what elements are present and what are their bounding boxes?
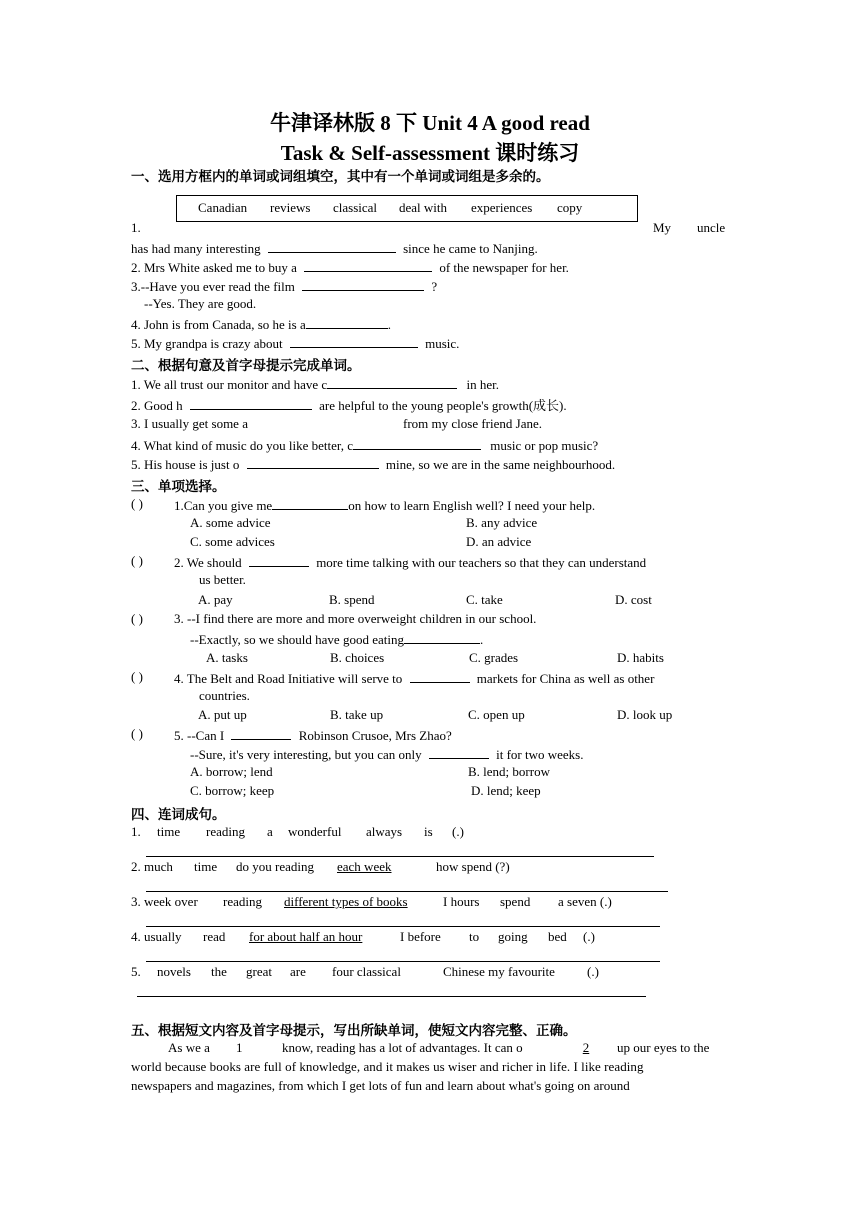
s3-q5-option-c[interactable]: C. borrow; keep bbox=[190, 783, 275, 798]
s4-q3-answer-line[interactable] bbox=[146, 926, 660, 927]
s4-q4-word: (.) bbox=[583, 929, 595, 944]
word-item: experiences bbox=[471, 200, 533, 215]
s1-q1-word-my: My bbox=[653, 220, 672, 235]
s5-line-3: newspapers and magazines, from which I get lots of fun and learn about what's going on around bbox=[131, 1078, 630, 1093]
s3-q1-stem-a: 1.Can you give me bbox=[174, 498, 273, 513]
word-item: deal with bbox=[399, 200, 448, 215]
s4-q3-word: a seven (.) bbox=[558, 894, 612, 909]
s4-q1-word: is bbox=[424, 824, 433, 839]
section-4-heading: 四、连词成句。 bbox=[131, 807, 226, 823]
s4-q2-word: how spend (?) bbox=[436, 859, 510, 874]
s3-q3-option-b[interactable]: B. choices bbox=[330, 650, 385, 665]
s4-q1-answer-line[interactable] bbox=[146, 856, 654, 857]
s2-q5-text-a: 5. His house is just o bbox=[131, 457, 240, 472]
s3-q5-option-a[interactable]: A. borrow; lend bbox=[190, 764, 273, 779]
s4-q4-answer-line[interactable] bbox=[146, 961, 660, 962]
s3-q4-stem-a: 4. The Belt and Road Initiative will serve to bbox=[174, 671, 403, 686]
s3-q3-paren[interactable]: ( ) bbox=[131, 611, 143, 626]
s5-blank-2-number: 2 bbox=[582, 1040, 590, 1055]
s4-q2-word: 2. much bbox=[131, 859, 173, 874]
title-line-2: Task & Self-assessment 课时练习 bbox=[280, 141, 580, 165]
s4-q1-word: (.) bbox=[452, 824, 464, 839]
s4-q3-word: reading bbox=[223, 894, 262, 909]
s3-q1-paren[interactable]: ( ) bbox=[131, 496, 143, 511]
s3-q2-option-c[interactable]: C. take bbox=[466, 592, 503, 607]
s4-q4-word: bed bbox=[548, 929, 567, 944]
word-item: copy bbox=[557, 200, 583, 215]
s4-q3-underlined: different types of books bbox=[284, 894, 408, 909]
s4-q5-word: 5. bbox=[131, 964, 141, 979]
s3-q5-stem bbox=[174, 726, 452, 744]
s5-line-2: world because books are full of knowledge, and it makes us wiser and richer in life. I like reading bbox=[131, 1059, 644, 1074]
s3-q4-stem-c: countries. bbox=[199, 688, 250, 703]
s1-q4-blank[interactable] bbox=[306, 315, 388, 329]
s3-q3-option-d[interactable]: D. habits bbox=[617, 650, 664, 665]
s4-q2-word: time bbox=[194, 859, 218, 874]
s2-q4-blank[interactable] bbox=[353, 436, 481, 450]
word-item: reviews bbox=[270, 200, 311, 215]
s2-q2-blank[interactable] bbox=[190, 396, 312, 410]
s1-q2-text-b: of the newspaper for her. bbox=[439, 260, 569, 275]
s4-q1-word: a bbox=[267, 824, 273, 839]
s1-q3-blank[interactable] bbox=[302, 277, 424, 291]
s3-q2-option-d[interactable]: D. cost bbox=[615, 592, 652, 607]
s3-q5-reply bbox=[190, 745, 583, 763]
s4-q2-word: do you reading bbox=[236, 859, 314, 874]
s2-q4-line bbox=[131, 436, 598, 454]
s3-q1-option-b[interactable]: B. any advice bbox=[466, 515, 538, 530]
s3-q1-stem-b: on how to learn English well? I need your help. bbox=[348, 498, 596, 513]
s4-q1-word: 1. bbox=[131, 824, 141, 839]
s4-q5-answer-line[interactable] bbox=[137, 996, 646, 997]
s2-q5-text-b: mine, so we are in the same neighbourhood. bbox=[385, 457, 616, 472]
s4-q5-word: novels bbox=[157, 964, 191, 979]
s4-q4-underlined: for about half an hour bbox=[249, 929, 363, 944]
s3-q3-stem-a: 3. --I find there are more and more overweight children in our school. bbox=[174, 611, 537, 626]
s1-q4-period: . bbox=[387, 317, 392, 332]
s2-q4-text-a: 4. What kind of music do you like better, c bbox=[131, 438, 353, 453]
s1-q2-text-a: 2. Mrs White asked me to buy a bbox=[131, 260, 297, 275]
s4-q2-underlined: each week bbox=[337, 859, 392, 874]
s2-q2-line bbox=[131, 396, 567, 414]
s3-q4-option-c[interactable]: C. open up bbox=[468, 707, 525, 722]
word-item: Canadian bbox=[198, 200, 248, 215]
s3-q1-option-c[interactable]: C. some advices bbox=[190, 534, 275, 549]
s2-q3-text-a: 3. I usually get some a bbox=[131, 416, 248, 431]
s3-q3-option-c[interactable]: C. grades bbox=[469, 650, 519, 665]
s1-q1-line bbox=[131, 239, 538, 257]
s1-q5-line bbox=[131, 334, 459, 352]
s4-q4-word: going bbox=[498, 929, 528, 944]
s4-q1-word: always bbox=[366, 824, 403, 839]
s3-q3-period: . bbox=[479, 632, 484, 647]
s5-text-a: As we a bbox=[168, 1040, 210, 1055]
s1-q3-reply: --Yes. They are good. bbox=[144, 296, 257, 311]
s3-q2-stem-c: us better. bbox=[199, 572, 246, 587]
s4-q5-word: are bbox=[290, 964, 306, 979]
s3-q5-stem-c: --Sure, it's very interesting, but you can only bbox=[190, 747, 422, 762]
s3-q3-stem-b: --Exactly, so we should have good eating bbox=[190, 632, 404, 647]
s2-q1-line bbox=[131, 375, 499, 393]
s3-q4-option-a[interactable]: A. put up bbox=[198, 707, 247, 722]
s4-q4-word: 4. usually bbox=[131, 929, 182, 944]
s4-q5-word: great bbox=[246, 964, 272, 979]
s1-q5-text-a: 5. My grandpa is crazy about bbox=[131, 336, 283, 351]
s1-q5-text-b: music. bbox=[425, 336, 460, 351]
s3-q5-option-d[interactable]: D. lend; keep bbox=[471, 783, 541, 798]
s1-q4-line bbox=[131, 315, 391, 333]
s3-q4-blank bbox=[410, 669, 470, 683]
s3-q3-stem-b-line bbox=[190, 630, 483, 648]
s2-q3-text-b: from my close friend Jane. bbox=[403, 416, 542, 431]
s4-q4-word: read bbox=[203, 929, 226, 944]
s4-q5-word: (.) bbox=[587, 964, 599, 979]
s1-q2-line bbox=[131, 258, 569, 276]
s2-q5-line bbox=[131, 455, 615, 473]
s3-q5-option-b[interactable]: B. lend; borrow bbox=[468, 764, 550, 779]
s3-q2-option-b[interactable]: B. spend bbox=[329, 592, 375, 607]
section-1-heading: 一、选用方框内的单词或词组填空，其中有一个单词或词组是多余的。 bbox=[131, 169, 550, 185]
s3-q3-option-a[interactable]: A. tasks bbox=[206, 650, 248, 665]
s3-q2-blank bbox=[249, 553, 309, 567]
s2-q1-blank[interactable] bbox=[327, 375, 457, 389]
s1-q3-line bbox=[131, 277, 437, 295]
s2-q2-text-b: are helpful to the young people's growth(成长). bbox=[319, 398, 567, 413]
s1-q3-text-b: ? bbox=[431, 279, 438, 294]
s1-q4-text: 4. John is from Canada, so he is a bbox=[131, 317, 306, 332]
s4-q3-word: spend bbox=[500, 894, 531, 909]
s5-text-b: know, reading has a lot of advantages. It can o bbox=[282, 1040, 523, 1055]
s3-q4-option-b[interactable]: B. take up bbox=[330, 707, 384, 722]
s2-q4-text-b: music or pop music? bbox=[490, 438, 599, 453]
s2-q1-text-b: in her. bbox=[466, 377, 499, 392]
s4-q1-word: wonderful bbox=[288, 824, 342, 839]
s3-q5-paren[interactable]: ( ) bbox=[131, 726, 143, 741]
s1-q1-word-uncle: uncle bbox=[697, 220, 726, 235]
title-line-1: 牛津译林版 8 下 Unit 4 A good read bbox=[270, 111, 590, 135]
s4-q3-word: 3. week over bbox=[131, 894, 198, 909]
s3-q1-option-d[interactable]: D. an advice bbox=[466, 534, 532, 549]
s1-q1-blank[interactable] bbox=[268, 239, 396, 253]
s1-q3-text-a: 3.--Have you ever read the film bbox=[131, 279, 295, 294]
s4-q4-word: I before bbox=[400, 929, 441, 944]
s4-q3-word: I hours bbox=[443, 894, 480, 909]
s1-q1-text-a: has had many interesting bbox=[131, 241, 261, 256]
s4-q5-word: the bbox=[211, 964, 227, 979]
s3-q5-blank bbox=[231, 726, 291, 740]
s5-text-c: up our eyes to the bbox=[617, 1040, 710, 1055]
section-3-heading: 三、单项选择。 bbox=[131, 479, 226, 495]
s4-q1-word: time bbox=[157, 824, 181, 839]
s5-blank-1-number: 1 bbox=[236, 1040, 243, 1055]
s3-q3-blank bbox=[404, 630, 480, 644]
s1-q1-text-b: since he came to Nanjing. bbox=[403, 241, 538, 256]
word-box bbox=[176, 195, 638, 222]
s3-q5-stem-a: 5. --Can I bbox=[174, 728, 225, 743]
s2-q1-text-a: 1. We all trust our monitor and have c bbox=[131, 377, 328, 392]
s4-q1-word: reading bbox=[206, 824, 245, 839]
s1-q5-blank[interactable] bbox=[290, 334, 418, 348]
s4-q2-answer-line[interactable] bbox=[146, 891, 668, 892]
s4-q4-word: to bbox=[469, 929, 480, 944]
s3-q5-blank-2 bbox=[429, 745, 489, 759]
s3-q2-stem-a: 2. We should bbox=[174, 555, 242, 570]
section-2-heading: 二、根据句意及首字母提示完成单词。 bbox=[131, 358, 361, 374]
s3-q2-paren[interactable]: ( ) bbox=[131, 553, 143, 568]
s3-q5-stem-b: Robinson Crusoe, Mrs Zhao? bbox=[298, 728, 452, 743]
s3-q5-stem-d: it for two weeks. bbox=[496, 747, 584, 762]
s3-q2-stem bbox=[174, 553, 646, 571]
s3-q4-option-d[interactable]: D. look up bbox=[617, 707, 673, 722]
s3-q1-blank bbox=[272, 496, 348, 510]
s3-q2-option-a[interactable]: A. pay bbox=[198, 592, 233, 607]
s4-q5-word: Chinese my favourite bbox=[443, 964, 555, 979]
s4-q5-word: four classical bbox=[332, 964, 401, 979]
s3-q4-stem-b: markets for China as well as other bbox=[476, 671, 655, 686]
s5-blank-2[interactable] bbox=[565, 1040, 607, 1056]
word-item: classical bbox=[333, 200, 378, 215]
s3-q1-stem bbox=[174, 496, 595, 514]
s2-q5-blank[interactable] bbox=[247, 455, 379, 469]
section-5-heading: 五、根据短文内容及首字母提示，写出所缺单词，使短文内容完整、正确。 bbox=[131, 1023, 577, 1039]
s3-q2-stem-b: more time talking with our teachers so that they can understand bbox=[316, 555, 647, 570]
s3-q4-paren[interactable]: ( ) bbox=[131, 669, 143, 684]
s3-q1-option-a[interactable]: A. some advice bbox=[190, 515, 271, 530]
s2-q2-text-a: 2. Good h bbox=[131, 398, 183, 413]
s1-q2-blank[interactable] bbox=[304, 258, 432, 272]
s1-q1-number: 1. bbox=[131, 220, 141, 235]
s3-q4-stem bbox=[174, 669, 654, 687]
